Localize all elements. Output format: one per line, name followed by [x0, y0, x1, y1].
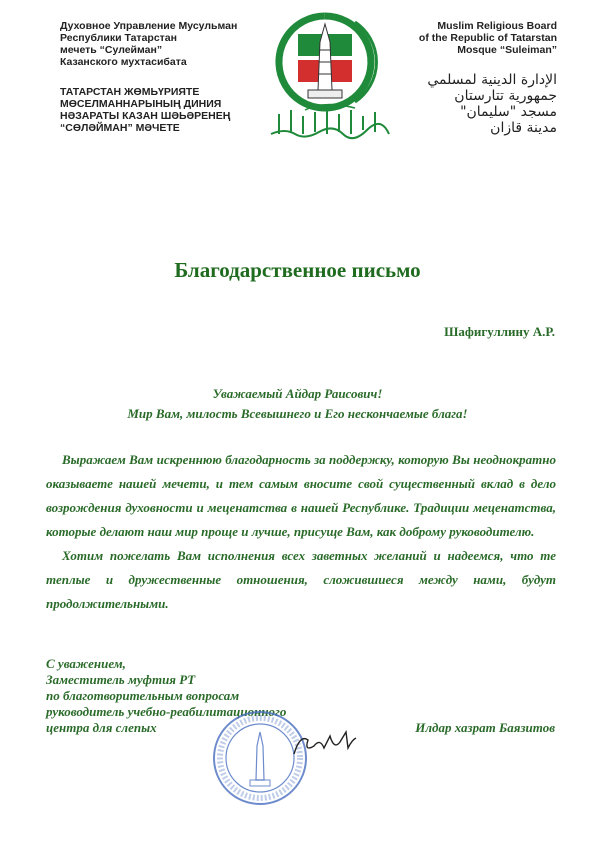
header-ar-line: الإدارة الدينية لمسلمي — [427, 72, 557, 88]
header-ar-line: مدينة قازان — [490, 120, 557, 136]
header-tt-line: МӨСЕЛМАННАРЫНЫҢ ДИНИЯ — [60, 98, 222, 110]
header-en-line: Mosque “Suleiman” — [457, 44, 557, 56]
header-ar-line: جمهورية تتارستان — [454, 88, 557, 104]
greeting-line: Уважаемый Айдар Раисович! — [212, 386, 383, 401]
recipient: Шафигуллину А.Р. — [444, 324, 555, 339]
signature-line: по благотворительным вопросам — [46, 688, 240, 703]
header-en-line: Muslim Religious Board — [437, 20, 557, 32]
header-russian — [60, 20, 237, 68]
header-ru-line: Духовное Управление Мусульман — [60, 20, 238, 32]
signature-scribble — [290, 728, 360, 758]
paragraph: Выражаем Вам искреннюю благодарность за поддержку, которую Вы неоднократно оказываете нашей мечети, и тем самым вносите свой существенный вклад в дело возрождения духовности и меценатства в нашей Республике. Традиции меценатства, которые делают наш мир проще и лучше, присуще Вам, как доброму руководителю. — [46, 452, 556, 539]
mosque-logo — [270, 12, 380, 112]
header-arabic — [427, 72, 557, 136]
greeting-line: Мир Вам, милость Всевышнего и Его нескончаемые блага! — [127, 406, 468, 421]
paragraph: Хотим пожелать Вам исполнения всех заветных желаний и надеемся, что те теплые и дружественные отношения, сложившиеся между нами, будут продолжительными. — [46, 548, 556, 611]
letter-body — [46, 448, 556, 616]
header-tt-line: НӘЗАРАТЫ КАЗАН ШӘЬӘРЕНЕҢ — [60, 110, 231, 122]
greeting — [0, 384, 595, 424]
signature-line: С уважением, — [46, 656, 126, 671]
signature-line: руководитель учебно-реабилитационного — [46, 704, 287, 719]
header-ru-line: Казанского мухтасибата — [60, 56, 187, 68]
header-tatar — [60, 86, 230, 134]
header-ar-line: مسجد "سليمان" — [460, 104, 557, 120]
signature-line: Заместитель муфтия РТ — [46, 672, 196, 687]
header-ru-line: мечеть “Сулейман” — [60, 44, 163, 56]
calligraphy-image — [265, 98, 395, 142]
header-tt-line: “СӨЛӘЙМАН” МӘЧЕТЕ — [60, 122, 180, 134]
header-ru-line: Республики Татарстан — [60, 32, 177, 44]
signature-line: центра для слепых — [46, 720, 157, 735]
header-tt-line: ТАТАРСТАН ЖӨМЬҮРИЯТЕ — [60, 86, 200, 98]
header-en-line: of the Republic of Tatarstan — [418, 32, 557, 44]
header-english — [419, 20, 557, 56]
signer-name: Илдар хазрат Баязитов — [415, 720, 555, 735]
document-title: Благодарственное письмо — [174, 258, 421, 282]
